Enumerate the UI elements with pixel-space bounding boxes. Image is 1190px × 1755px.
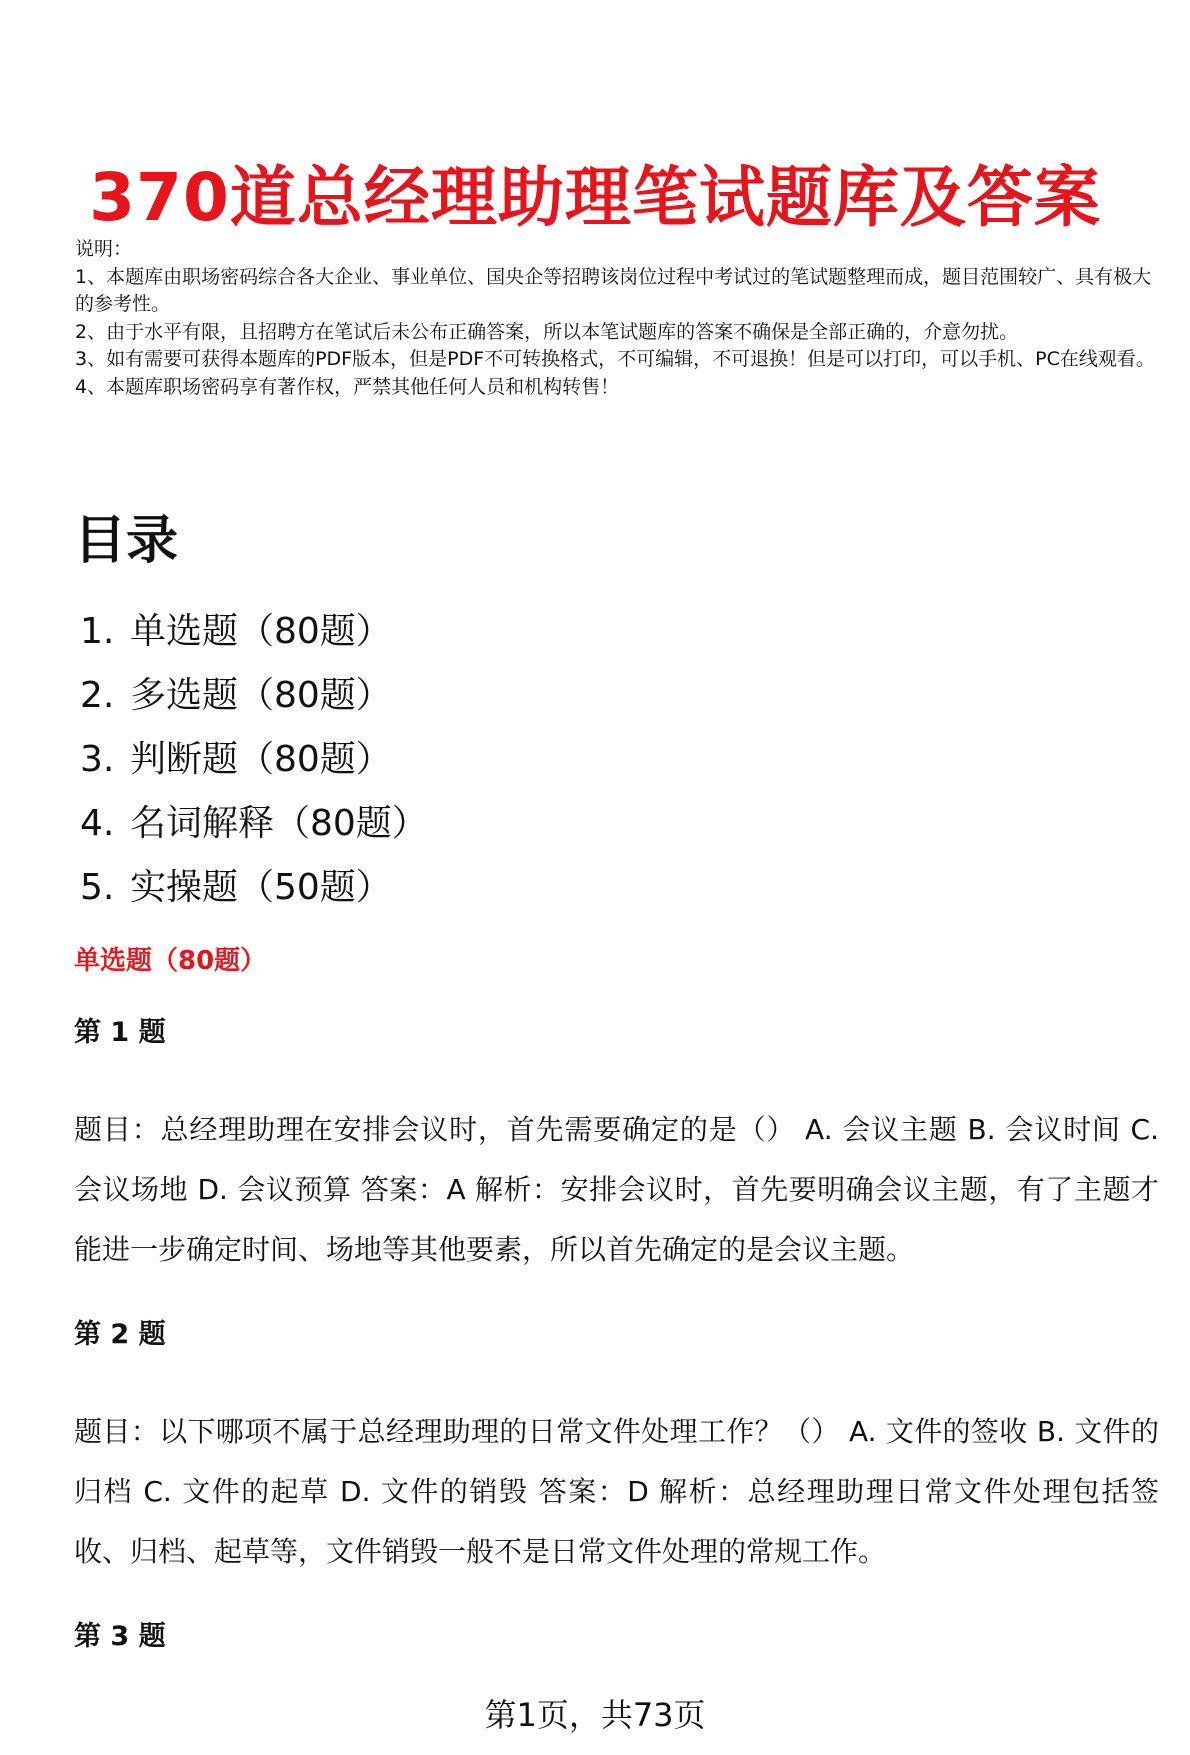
toc-item-label: 名词解释（80题） (130, 803, 428, 844)
question-title: 第 1 题 (74, 1017, 166, 1048)
note-item: 3、如有需要可获得本题库的PDF版本，但是PDF不可转换格式，不可编辑，不可退换！但是可以打印，可以手机、PC在线观看。 (75, 348, 1155, 370)
toc-item[interactable] (80, 792, 428, 856)
question-text: 题目：总经理助理在安排会议时，首先需要确定的是（） A. 会议主题 B. 会议时间 C. 会议场地 D. 会议预算 答案：A 解析：安排会议时，首先要明确会议主题，有了主题才能进一步确定时间、场地等其他要素，所以首先确定的是会议主题。 (74, 1113, 1159, 1266)
question-text: 题目：以下哪项不属于总经理助理的日常文件处理工作？（） A. 文件的签收 B. 文件的归档 C. 文件的起草 D. 文件的销毁 答案：D 解析：总经理助理日常文件处理包括签收、归档、起草等，文件销毁一般不是日常文件处理的常规工作。 (74, 1415, 1159, 1568)
notes-heading: 说明： (75, 238, 133, 260)
note-item: 2、由于水平有限，且招聘方在笔试后未公布正确答案，所以本笔试题库的答案不确保是全部正确的，介意勿扰。 (75, 320, 1019, 343)
toc-item-label: 单选题（80题） (130, 611, 392, 652)
note-item: 1、本题库由职场密码综合各大企业、事业单位、国央企等招聘该岗位过程中考试过的笔试题整理而成，题目范围较广、具有极大的参考性。 (75, 265, 1152, 315)
toc-item[interactable] (80, 856, 428, 920)
notes-block (75, 236, 1155, 401)
toc-item[interactable] (80, 728, 428, 792)
toc-item-label: 实操题（50题） (130, 867, 392, 908)
toc-item-label: 判断题（80题） (130, 739, 392, 780)
toc-item-number: 2. (80, 675, 115, 716)
toc-item-number: 3. (80, 739, 115, 780)
toc-item[interactable] (80, 664, 428, 728)
toc-item-number: 5. (80, 867, 115, 908)
document-title: 370道总经理助理笔试题库及答案 (89, 159, 1101, 237)
toc-heading: 目录 (74, 511, 179, 571)
toc-item-number: 4. (80, 803, 115, 844)
toc-item[interactable] (80, 600, 428, 664)
note-item: 4、本题库职场密码享有著作权，严禁其他任何人员和机构转售！ (75, 375, 620, 398)
section-title: 单选题（80题） (74, 946, 267, 976)
page-footer: 第1页，共73页 (484, 1696, 706, 1734)
toc-item-number: 1. (80, 611, 115, 652)
question-title: 第 3 题 (74, 1621, 166, 1652)
toc-item-label: 多选题（80题） (130, 675, 392, 716)
question-title: 第 2 题 (74, 1319, 166, 1350)
table-of-contents (80, 600, 428, 920)
